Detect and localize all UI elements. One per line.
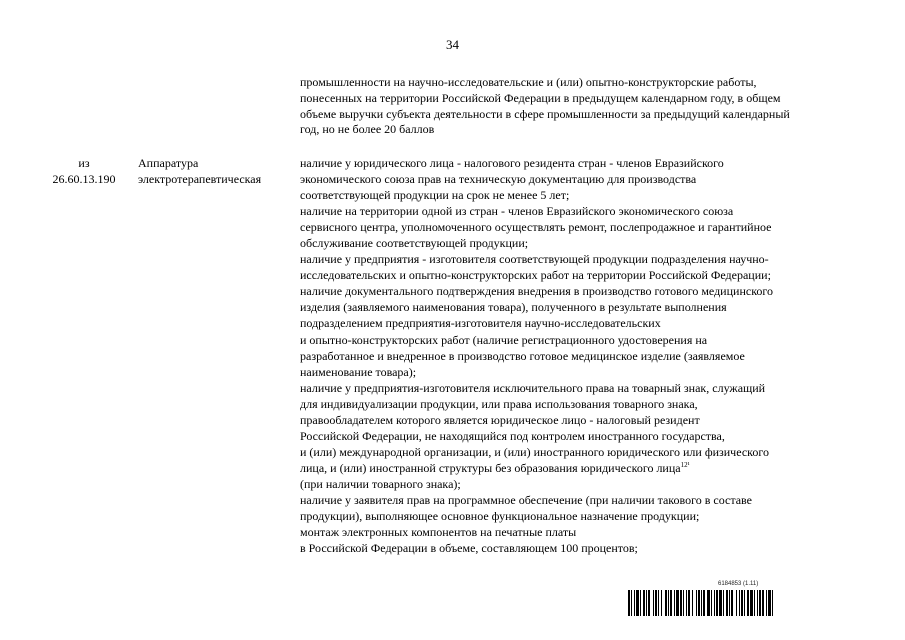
barcode-bar — [631, 590, 632, 616]
requirement-line: наличие у предприятия-изготовителя исключительного права на товарный знак, служащий — [300, 380, 766, 395]
barcode-bar — [665, 590, 667, 616]
requirement-line: продукции), выполняющее основное функциональное назначение продукции; — [300, 509, 700, 524]
barcode-bar — [698, 590, 700, 616]
barcode-bar — [707, 590, 710, 616]
requirement-text: лица, и (или) иностранной структуры без образования юридического лица — [300, 460, 681, 475]
page-number: 34 — [446, 37, 459, 52]
barcode-bar — [754, 590, 755, 616]
requirement-line: наличие у заявителя прав на программное обеспечение (при наличии такового в составе — [300, 492, 752, 507]
requirement-line: наличие у юридического лица - налогового резидента стран - членов Евразийского — [300, 156, 724, 170]
requirement-line: Российской Федерации, не находящийся под контролем иностранного государства, — [300, 428, 725, 443]
requirement-line: наличие у предприятия - изготовителя соответствующей продукции подразделения научно- — [300, 252, 769, 267]
text-line: промышленности на научно-исследовательские и (или) опытно-конструкторские работы, — [300, 75, 757, 89]
barcode-bar — [661, 590, 662, 616]
barcode-bar — [688, 590, 690, 616]
barcode-image — [628, 590, 840, 616]
barcode-bar — [653, 590, 654, 616]
barcode-bar — [759, 590, 761, 616]
requirement-line: экономического союза прав на техническую документацию для производства — [300, 172, 697, 187]
barcode-bar — [736, 590, 737, 616]
barcode-bar — [762, 590, 764, 616]
barcode-bar — [686, 590, 687, 616]
barcode-bar — [696, 590, 697, 616]
barcode-bar — [747, 590, 749, 616]
barcode-bar — [676, 590, 679, 616]
requirements-cell — [300, 155, 865, 556]
barcode-bar — [680, 590, 682, 616]
barcode-bar — [714, 590, 715, 616]
barcode-bar — [731, 590, 733, 616]
requirement-line: и (или) международной организации, и (или) иностранного юридического или физического — [300, 444, 770, 459]
requirement-line: разработанное и внедренное в производство готовое медицинское изделие (заявляемое — [300, 348, 745, 363]
barcode-bar — [643, 590, 645, 616]
text-line: год, но не более 20 баллов — [300, 122, 435, 137]
barcode-bar — [750, 590, 753, 616]
barcode-bar — [719, 590, 722, 616]
requirement-line: обслуживание соответствующей продукции; — [300, 236, 529, 251]
requirement-line: монтаж электронных компонентов на печатные платы — [300, 525, 577, 540]
barcode-bar — [716, 590, 718, 616]
barcode-bar — [757, 590, 758, 616]
barcode-bar — [768, 590, 771, 616]
barcode-bar — [723, 590, 724, 616]
barcode-bar — [772, 590, 773, 616]
requirement-line: в Российской Федерации в объеме, составляющем 100 процентов; — [300, 541, 638, 556]
barcode-bar — [674, 590, 675, 616]
requirement-line: наименование товара); — [300, 364, 417, 379]
barcode-bar — [668, 590, 669, 616]
barcode-bar — [628, 590, 630, 616]
barcode-bar — [646, 590, 647, 616]
barcode-bar — [729, 590, 730, 616]
barcode-bar — [636, 590, 639, 616]
barcode-bar — [692, 590, 693, 616]
requirement-line: сервисного центра, уполномоченного осуществлять ремонт, послепродажное и гарантийное — [300, 220, 772, 235]
barcode-bar — [726, 590, 728, 616]
requirement-line: исследовательских и опытно-конструкторских работ на территории Российской Федерации; — [300, 268, 771, 283]
requirement-line: изделия (заявляемого наименования товара), полученного в результате выполнения — [300, 300, 727, 315]
requirement-line: и опытно-конструкторских работ (наличие регистрационного удостоверения на — [300, 332, 708, 347]
text-line: объеме выручки субъекта деятельности в сфере промышленности за предыдущий календарный — [300, 106, 790, 121]
barcode-bar — [741, 590, 743, 616]
product-name-line: электротерапевтическая — [138, 172, 262, 186]
product-name-line: Аппаратура — [138, 156, 199, 170]
barcode-bar — [703, 590, 705, 616]
requirement-line: соответствующей продукции на срок не менее 5 лет; — [300, 188, 570, 203]
requirement-line-with-footnote — [300, 460, 865, 476]
requirement-line: наличие на территории одной из стран - членов Евразийского экономического союза — [300, 204, 734, 219]
requirement-line: (при наличии товарного знака); — [300, 476, 461, 491]
barcode-bar — [701, 590, 702, 616]
barcode-bar — [766, 590, 767, 616]
requirement-line: правообладателем которого является юридическое лицо - налоговый резидент — [300, 412, 700, 427]
barcode-bar — [683, 590, 684, 616]
code-value: 26.60.13.190 — [52, 172, 116, 186]
requirement-line: подразделением предприятия-изготовителя научно-исследовательских — [300, 316, 661, 331]
requirement-line: наличие документального подтверждения внедрения в производство готового медицинского — [300, 284, 774, 299]
requirement-line: для индивидуализации продукции, или права использования товарного знака, — [300, 396, 698, 411]
footnote-mark: 12¹ — [680, 460, 690, 469]
barcode-bar — [670, 590, 672, 616]
product-name-cell — [138, 155, 298, 187]
continuation-text — [300, 75, 860, 138]
barcode-bar — [634, 590, 635, 616]
text-line: понесенных на территории Российской Федерации в предыдущем календарном году, в общем — [300, 90, 781, 105]
barcode-bar — [744, 590, 745, 616]
barcode-bar — [640, 590, 641, 616]
barcode-bar — [655, 590, 657, 616]
barcode-bar — [648, 590, 650, 616]
barcode-bar — [739, 590, 740, 616]
product-code-cell — [40, 155, 128, 187]
barcode-bar — [658, 590, 659, 616]
code-prefix: из — [78, 156, 90, 170]
barcode-bar — [711, 590, 712, 616]
barcode-label: 6184853 (1.11) — [718, 581, 759, 587]
